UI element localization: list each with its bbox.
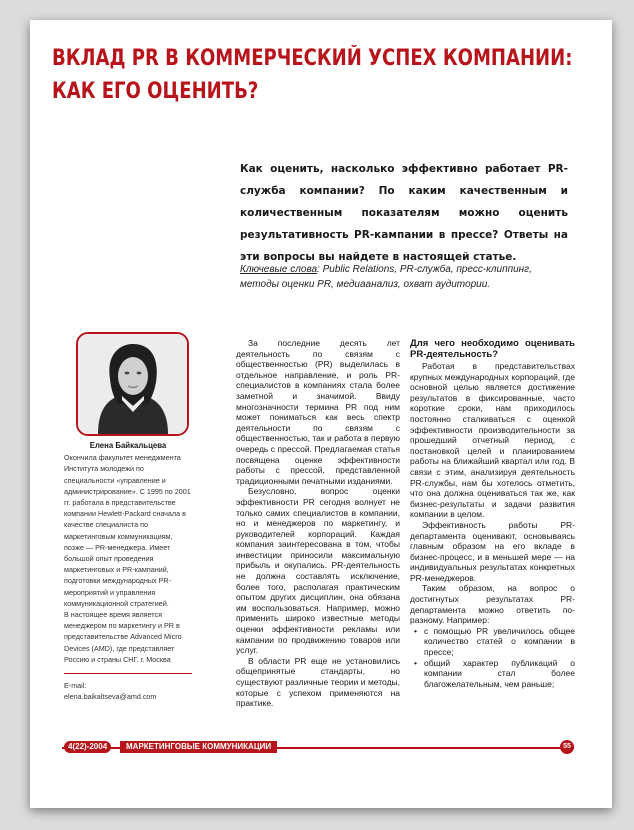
author-bio-text: Окончила факультет менеджмента Института молодежи по специальности «управление и администрирование». С 1995 по 2001 гг. работала в представительстве компании Hewlett-Packard сначала в качестве специалиста по маркетинговым коммуникациям, позже — PR-менеджера. Имеет большой опыт проведения маркетинговых и PR-кампаний, подготовки международных PR-мероприятий и управления коммуникационной стратегией. bbox=[64, 453, 191, 608]
section-label: МАРКЕТИНГОВЫЕ КОММУНИКАЦИИ bbox=[120, 741, 277, 753]
bio-divider bbox=[64, 673, 192, 674]
author-bio bbox=[64, 440, 192, 702]
magazine-page bbox=[30, 20, 612, 808]
paragraph: Таким образом, на вопрос о достигнутых результатах PR-департамента можно ответить по-разному. Например: bbox=[410, 583, 575, 626]
bullet-list bbox=[410, 626, 575, 690]
keywords-label: Ключевые слова bbox=[240, 264, 318, 275]
issue-badge: 4(22)-2004 bbox=[64, 741, 111, 753]
author-bio-current: В настоящее время является менеджером по маркетингу и PR в представительстве Advanced Micro Devices (AMD), где представляет Россию и страны СНГ. г. Москва bbox=[64, 610, 182, 664]
email-label: E-mail: bbox=[64, 681, 87, 691]
page-number: 55 bbox=[560, 740, 574, 754]
paragraph: Безусловно, вопрос оценки эффективности PR сегодня волнует не только самих специалистов в компании, но и менеджеров по маркетингу, и руководителей корпораций. Каждая компания заинтересована в том, чтобы инвестиции приносили максимальную прибыль и окупались. PR-деятельность не должна составлять исключение, более того, располагая практическим опытом других дисциплин, она обязана им воспользоваться. Например, можно применить широко известные методы оценки эффективности рекламы или кампании по продвижению товаров или услуг. bbox=[236, 486, 400, 656]
author-name: Елена Байкальцева bbox=[89, 441, 167, 450]
author-email[interactable]: elena.baikaltseva@amd.com bbox=[64, 692, 157, 702]
paragraph: Эффективность работы PR-департамента оценивают, основываясь главным образом на его вкладе в бизнес-процесс, и в меньшей мере — на индивидуальных результатах конкретных PR-менеджеров. bbox=[410, 519, 575, 583]
article-column-2 bbox=[410, 338, 575, 689]
keywords bbox=[240, 262, 568, 292]
paragraph: За последние десять лет деятельность по связям с общественностью (PR) выделилась в отдельное направление, и роль PR-специалистов в компаниях стала более заметной и значимой. Ввиду многозначности термина PR под ним может пониматься как весь спектр деятельности по связям с общественностью, так и работа в первую очередь с прессой. Предлагаемая статья посвящена оценке эффективности работы с прессой, представленной традиционными печатными изданиями. bbox=[236, 338, 400, 486]
page-footer bbox=[30, 741, 612, 753]
paragraph: В области PR еще не установились общепринятые стандарты, но существуют различные теории и методы, которые с успехом применяются на практике. bbox=[236, 655, 400, 709]
article-lead: Как оценить, насколько эффективно работает PR-служба компании? По каким качественным и количественным показателям можно оценить результативность PR-кампании в прессе? Ответы на эти вопросы вы найдете в настоящей статье. bbox=[240, 163, 568, 263]
author-photo bbox=[76, 332, 189, 436]
keywords-text: : Public Relations, PR-служба, пресс-клиппинг, методы оценки PR, медиаанализ, охват аудитории. bbox=[240, 264, 532, 290]
article-title: ВКЛАД PR В КОММЕРЧЕСКИЙ УСПЕХ КОМПАНИИ: КАК ЕГО ОЦЕНИТЬ? bbox=[52, 46, 573, 104]
article-column-1 bbox=[236, 338, 400, 709]
author-portrait-icon bbox=[78, 334, 187, 434]
section-heading: Для чего необходимо оценивать PR-деятельность? bbox=[410, 338, 575, 360]
list-item: • общий характер публикаций о компании стал более благожелательным, чем раньше; bbox=[420, 658, 575, 690]
paragraph: Работая в представительствах крупных международных корпораций, где основной целью является достижение результатов в фиксированные, часто короткие сроки, нам приходилось постоянно сталкиваться с оценкой эффективности производительности за прошедший отчетный период, с постановкой целей и планированием работы на ближайший квартал или год. В связи с этим, анализируя деятельность PR-службы, нам бы хотелось отметить, что она должна оцениваться так же, как бизнес-результаты и задачи развития компании в целом. bbox=[410, 361, 575, 520]
list-item: • с помощью PR увеличилось общее количество статей о компании в прессе; bbox=[420, 626, 575, 658]
